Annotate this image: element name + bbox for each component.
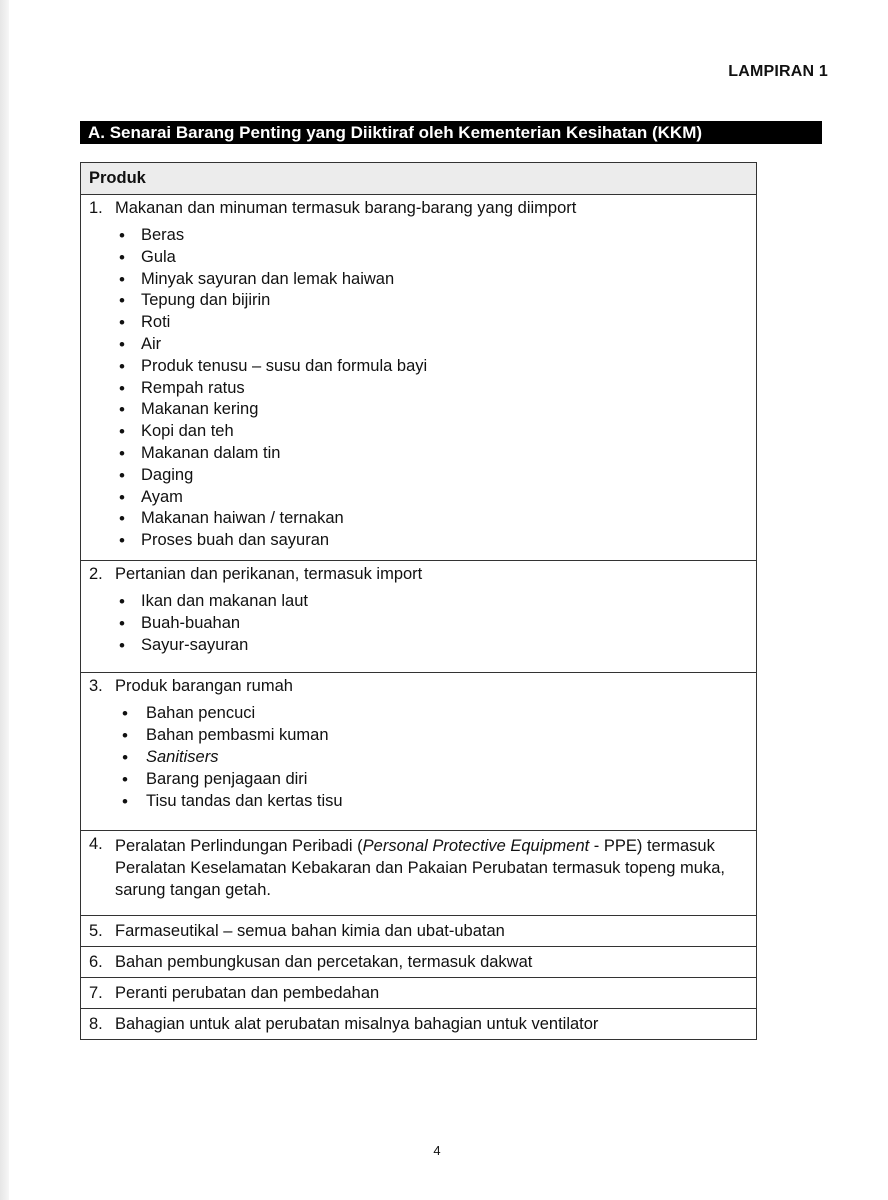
table-row-category-6 [81,947,757,978]
category-label: Peranti perubatan dan pembedahan [115,984,380,1003]
category-number: 7. [89,984,103,1003]
category-4-cell [81,831,757,916]
list-item: • Makanan kering [89,399,748,421]
list-item: • Barang penjagaan diri [89,769,748,791]
list-item: • Bahan pembasmi kuman [89,725,748,747]
list-item: • Buah-buahan [89,613,748,635]
category-number: 4. [89,835,103,854]
list-item: • Daging [89,465,748,487]
list-item: • Tisu tandas dan kertas tisu [89,791,748,813]
category-7-cell [81,978,757,1009]
category-5-cell [81,916,757,947]
table-row-category-7 [81,978,757,1009]
page-edge-shadow [0,0,9,1200]
category-label: Bahan pembungkusan dan percetakan, termasuk dakwat [115,953,533,972]
category-4-text-italic: Personal Protective Equipment [362,837,590,856]
category-4-text-part3: - PPE) termasuk Peralatan Keselamatan Kebakaran dan Pakaian Perubatan termasuk topeng muka, sarung tangan getah. [115,837,725,900]
list-item: • Rempah ratus [89,378,748,400]
list-item: • Gula [89,247,748,269]
list-item: • Kopi dan teh [89,421,748,443]
category-2-list [89,591,748,656]
list-item: • Tepung dan bijirin [89,290,748,312]
list-item: • Sanitisers [89,747,748,769]
section-title: A. Senarai Barang Penting yang Diiktiraf oleh Kementerian Kesihatan (KKM) [88,123,703,142]
category-label: Farmaseutikal – semua bahan kimia dan ubat-ubatan [115,922,505,941]
list-item: • Beras [89,225,748,247]
list-item: • Produk tenusu – susu dan formula bayi [89,356,748,378]
list-item: • Proses buah dan sayuran [89,530,748,552]
list-item: • Makanan haiwan / ternakan [89,508,748,530]
page-number: 4 [433,1143,441,1158]
category-6-cell [81,947,757,978]
category-1-cell [81,195,757,561]
section-title-bar [80,121,822,144]
category-label: Produk barangan rumah [115,677,293,696]
category-1-title [89,195,748,219]
table-header-row [81,163,757,195]
appendix-label: LAMPIRAN 1 [728,63,828,80]
table-row-category-3 [81,673,757,831]
list-item: • Roti [89,312,748,334]
category-3-cell [81,673,757,831]
category-number: 5. [89,922,103,941]
category-3-list [89,703,748,812]
list-item: • Makanan dalam tin [89,443,748,465]
category-label [115,835,748,901]
category-4-title [89,835,748,901]
category-number: 1. [89,199,103,217]
list-item: • Bahan pencuci [89,703,748,725]
category-number: 3. [89,677,103,696]
table-row-category-4 [81,831,757,916]
category-label: Makanan dan minuman termasuk barang-barang yang diimport [115,199,577,217]
category-4-text-part1: Peralatan Perlindungan Peribadi ( [115,837,363,856]
category-number: 2. [89,564,103,583]
table-row-category-2 [81,560,757,672]
category-number: 6. [89,953,103,972]
list-item: • Air [89,334,748,356]
category-label: Pertanian dan perikanan, termasuk import [115,564,423,583]
list-item: • Ikan dan makanan laut [89,591,748,613]
category-2-title [89,561,748,585]
product-table [80,162,757,1040]
category-1-list [89,225,748,552]
category-number: 8. [89,1015,103,1034]
list-item: • Minyak sayuran dan lemak haiwan [89,269,748,291]
category-label: Bahagian untuk alat perubatan misalnya bahagian untuk ventilator [115,1015,599,1034]
table-header-produk: Produk [81,163,757,195]
category-3-title [89,673,748,697]
category-2-cell [81,560,757,672]
list-item: • Sayur-sayuran [89,635,748,657]
table-row-category-5 [81,916,757,947]
table-row-category-8 [81,1009,757,1040]
list-item: • Ayam [89,487,748,509]
table-row-category-1 [81,195,757,561]
category-8-cell [81,1009,757,1040]
